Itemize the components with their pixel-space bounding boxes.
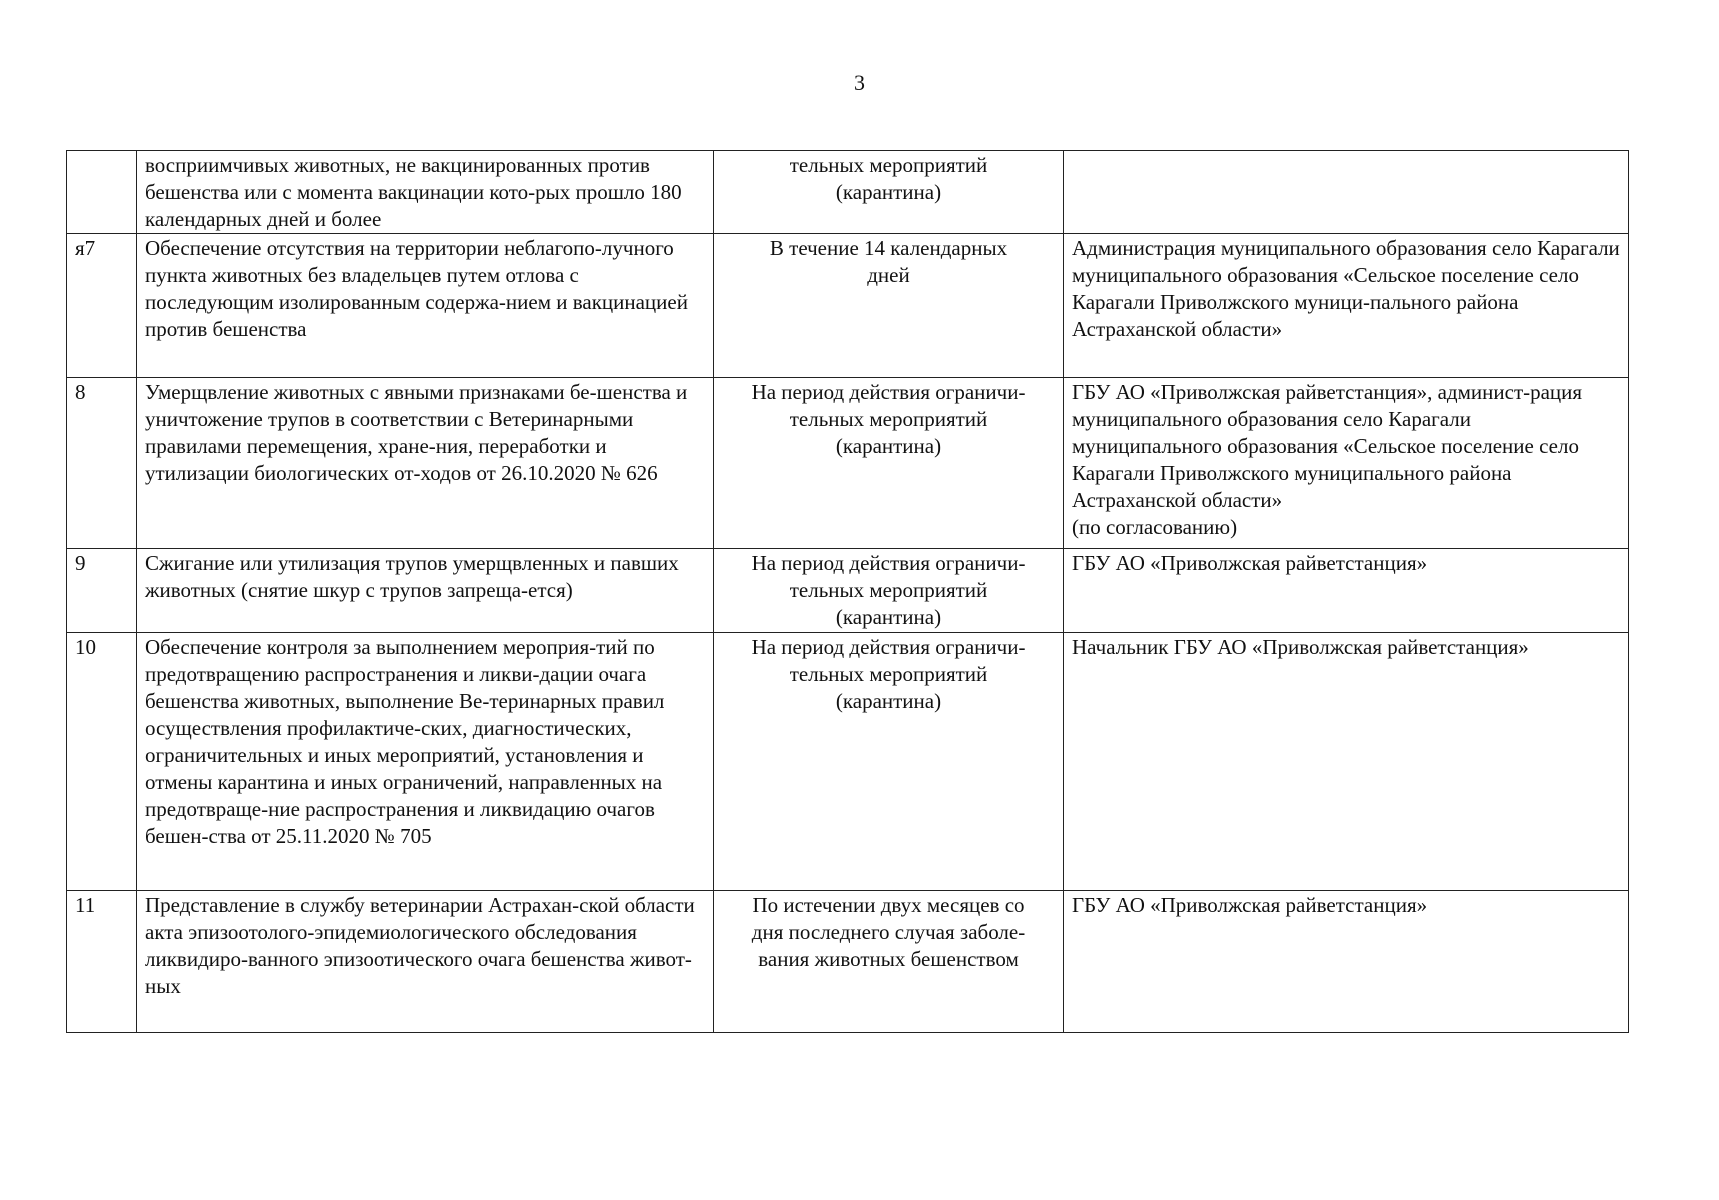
action-cell: Обеспечение контроля за выполнением мероприя-тий по предотвращению распространения и ликви-дации очага бешенства животных, выполнение Ве-теринарных правил осуществления профилактиче-ских, диагностических, ограничительных и иных мероприятий, установления и отмены карантина и иных ограничений, направленных на предотвраще-ние распространения и ликвидацию очагов бешен-ства от 25.11.2020 № 705 (137, 633, 714, 891)
term-cell: На период действия ограничи- тельных мероприятий (карантина) (714, 378, 1064, 549)
row-number: 11 (67, 891, 137, 1033)
row-number: 10 (67, 633, 137, 891)
action-cell: восприимчивых животных, не вакцинированных против бешенства или с момента вакцинации кото-рых прошло 180 календарных дней и более (137, 151, 714, 234)
table-row (67, 234, 1629, 378)
table-row (67, 549, 1629, 633)
responsible-cell (1064, 151, 1629, 234)
term-cell: На период действия ограничи- тельных мероприятий (карантина) (714, 633, 1064, 891)
term-cell: По истечении двух месяцев со дня последнего случая заболе- вания животных бешенством (714, 891, 1064, 1033)
row-number: 9 (67, 549, 137, 633)
row-number (67, 151, 137, 234)
term-cell: тельных мероприятий (карантина) (714, 151, 1064, 234)
responsible-cell: Администрация муниципального образования село Карагали муниципального образования «Сельское поселение село Карагали Приволжского муници-пального района Астраханской области» (1064, 234, 1629, 378)
action-cell: Сжигание или утилизация трупов умерщвленных и павших животных (снятие шкур с трупов запреща-ется) (137, 549, 714, 633)
responsible-cell: ГБУ АО «Приволжская райветстанция», админист-рация муниципального образования село Карагали муниципального образования «Сельское поселение село Карагали Приволжского муниципального района Астраханской области» (по согласованию) (1064, 378, 1629, 549)
action-cell: Умерщвление животных с явными признаками бе-шенства и уничтожение трупов в соответствии с Ветеринарными правилами перемещения, хране-ния, переработки и утилизации биологических от-ходов от 26.10.2020 № 626 (137, 378, 714, 549)
table-row (67, 891, 1629, 1033)
table-row (67, 633, 1629, 891)
table-row (67, 151, 1629, 234)
responsible-cell: Начальник ГБУ АО «Приволжская райветстанция» (1064, 633, 1629, 891)
row-number: я7 (67, 234, 137, 378)
term-cell: В течение 14 календарных дней (714, 234, 1064, 378)
responsible-cell: ГБУ АО «Приволжская райветстанция» (1064, 549, 1629, 633)
table-row (67, 378, 1629, 549)
action-cell: Обеспечение отсутствия на территории неблагопо-лучного пункта животных без владельцев путем отлова с последующим изолированным содержа-нием и вакцинацией против бешенства (137, 234, 714, 378)
term-cell: На период действия ограничи- тельных мероприятий (карантина) (714, 549, 1064, 633)
action-cell: Представление в службу ветеринарии Астрахан-ской области акта эпизоотолого-эпидемиологического обследования ликвидиро-ванного эпизоотического очага бешенства живот-ных (137, 891, 714, 1033)
measures-table (66, 150, 1629, 1033)
row-number: 8 (67, 378, 137, 549)
page-number: 3 (854, 70, 865, 95)
responsible-cell: ГБУ АО «Приволжская райветстанция» (1064, 891, 1629, 1033)
